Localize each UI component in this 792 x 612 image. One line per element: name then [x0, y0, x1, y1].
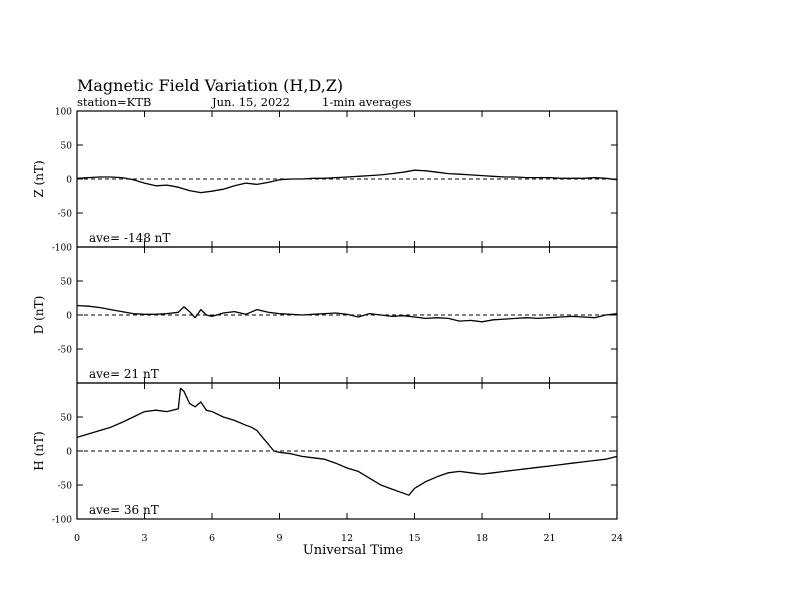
date-label: Jun. 15, 2022 — [212, 95, 290, 109]
h-average-label: ave= 36 nT — [89, 503, 159, 517]
x-tick-label: 6 — [208, 533, 216, 544]
z-y-tick-label: -100 — [51, 243, 72, 254]
z-y-tick-label: 50 — [60, 141, 72, 152]
z-average-label: ave= -148 nT — [89, 231, 171, 245]
h-y-tick-label: 0 — [66, 447, 72, 458]
x-tick-label: 12 — [340, 533, 354, 544]
x-axis — [74, 533, 623, 558]
d-panel — [32, 247, 617, 383]
d-y-tick-label: 50 — [60, 277, 72, 288]
z-panel — [32, 108, 617, 254]
h-panel — [32, 383, 617, 526]
x-tick-label: 3 — [141, 533, 148, 544]
chart-panels — [32, 108, 617, 526]
h-y-tick-label: 50 — [60, 413, 72, 424]
d-y-tick-label: 0 — [66, 311, 72, 322]
averaging-label: 1-min averages — [322, 95, 412, 109]
h-y-axis-label: H (nT) — [32, 431, 46, 471]
d-y-tick-label: -50 — [57, 345, 72, 356]
x-axis-label: Universal Time — [302, 543, 404, 558]
h-y-tick-label: -100 — [51, 515, 72, 526]
z-series-line — [77, 170, 617, 192]
d-average-label: ave= 21 nT — [89, 367, 159, 381]
x-tick-label: 9 — [276, 533, 283, 544]
x-tick-label: 21 — [543, 533, 556, 544]
x-tick-label: 0 — [73, 533, 81, 544]
station-label: station=KTB — [77, 95, 152, 109]
x-tick-label: 15 — [408, 533, 421, 544]
z-y-tick-label: -50 — [57, 209, 72, 220]
figure-header — [77, 76, 412, 109]
z-y-axis-label: Z (nT) — [32, 160, 46, 198]
d-series-line — [77, 306, 617, 322]
x-tick-label: 18 — [475, 533, 489, 544]
h-series-line — [77, 388, 617, 495]
h-y-tick-label: -50 — [57, 481, 72, 492]
z-y-tick-label: 100 — [54, 107, 72, 118]
figure-title: Magnetic Field Variation (H,D,Z) — [77, 76, 344, 95]
x-tick-label: 24 — [610, 533, 624, 544]
d-y-axis-label: D (nT) — [32, 295, 46, 335]
z-y-tick-label: 0 — [66, 175, 72, 186]
